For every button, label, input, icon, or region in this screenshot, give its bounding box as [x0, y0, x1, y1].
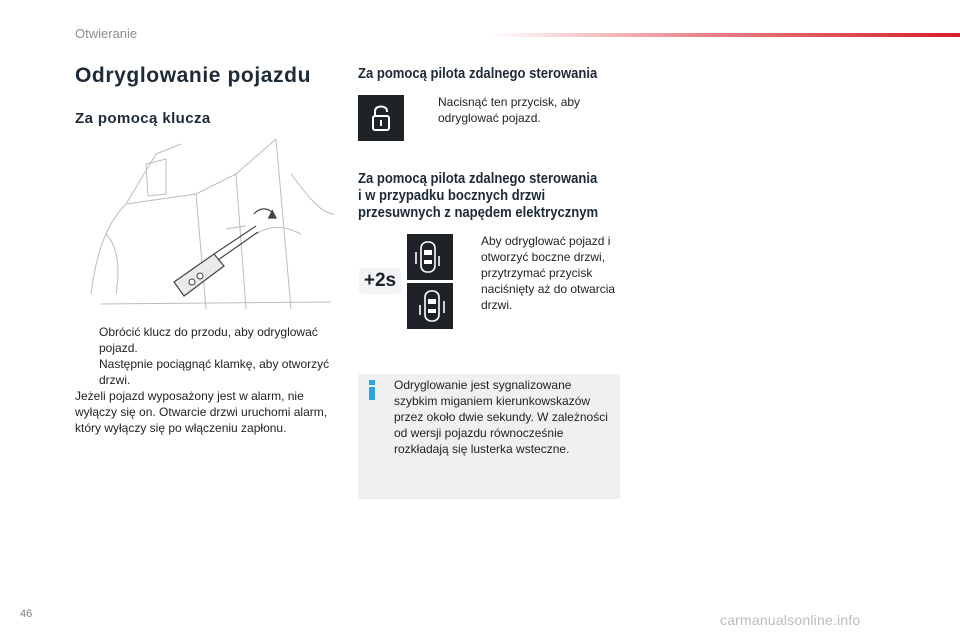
page-title: Odryglowanie pojazdu [75, 64, 312, 87]
key-section-heading: Za pomocą klucza [75, 110, 211, 127]
car-door-key-illustration [86, 134, 336, 314]
sliding-bullet: Aby odryglować pojazd i otworzyć boczne drzwi, przytrzymać przycisk naciśnięty aż do otwarcia drzwi. [481, 234, 616, 312]
remote-section-heading: Za pomocą pilota zdalnego sterowania [358, 66, 598, 82]
header-accent-bar [490, 33, 960, 37]
sliding-heading-line-1: Za pomocą pilota zdalnego sterowania [358, 171, 598, 187]
remote-instruction [414, 94, 604, 126]
sliding-door-instruction [457, 233, 627, 313]
sliding-door-section-heading [358, 171, 628, 222]
list-item [75, 356, 345, 388]
list-item [75, 324, 345, 356]
info-text: Odryglowanie jest sygnalizowane szybkim miganiem kierunkowskazów przez około dwie sekundy. W zależności od wersji pojazdu równocześnie rozkładają się lusterka wsteczne. [394, 378, 608, 456]
sliding-heading-line-3: przesuwnych z napędem elektrycznym [358, 205, 599, 221]
page-number: 46 [20, 608, 33, 620]
key-bullet-2: Następnie pociągnąć klamkę, aby otworzyć drzwi. [99, 357, 330, 387]
remote-bullet: Nacisnąć ten przycisk, aby odryglować pojazd. [438, 95, 581, 125]
list-item [457, 233, 627, 313]
right-sliding-door-icon [407, 283, 453, 329]
unlock-padlock-icon [358, 95, 404, 141]
watermark: carmanualsonline.info [720, 612, 861, 628]
section-label: Otwieranie [75, 26, 138, 41]
alarm-note: Jeżeli pojazd wyposażony jest w alarm, nie wyłączy się on. Otwarcie drzwi uruchomi alarm, który wyłączy się po włączeniu zapłonu. [75, 389, 328, 435]
key-bullet-1: Obrócić klucz do przodu, aby odryglować pojazd. [99, 325, 318, 355]
sliding-heading-line-2: i w przypadku bocznych drzwi [358, 188, 546, 204]
list-item [414, 94, 604, 126]
info-icon [366, 380, 378, 400]
hold-duration-badge: +2s [359, 268, 401, 294]
key-instructions [75, 324, 345, 436]
left-sliding-door-icon [407, 234, 453, 280]
